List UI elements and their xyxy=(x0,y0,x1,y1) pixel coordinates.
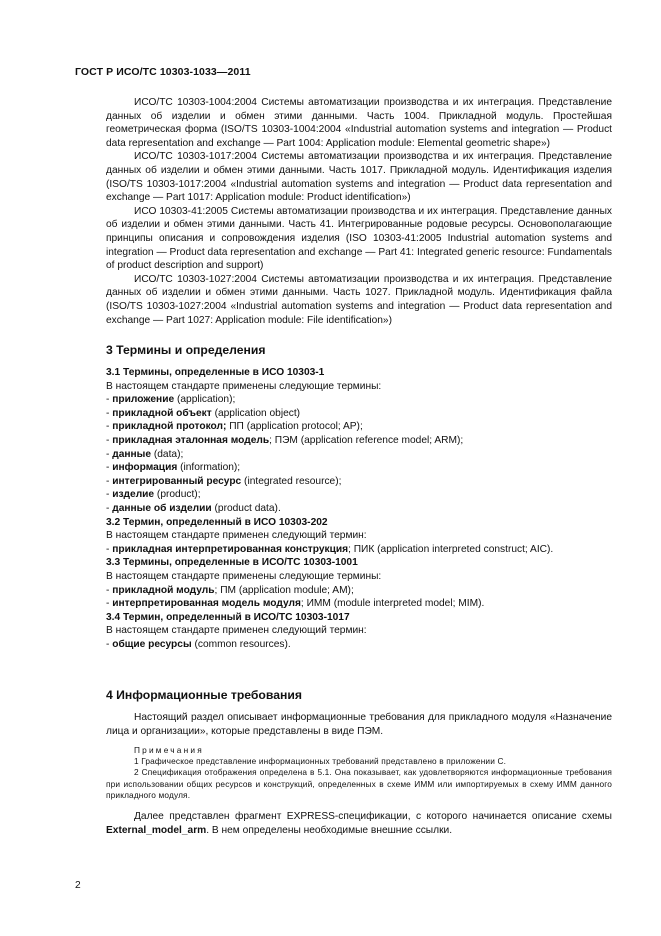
reference-1017: ИСО/ТС 10303-1017:2004 Системы автоматизации производства и их интеграция. Представление данных об изделии и обмен этими данными. Часть 1017. Прикладной модуль. Идентификация изделия (ISO/TS 10303-1017:2004 «Industrial automation systems and integration — Product data representation and exchange — Part 1017: Application module: Product identification») xyxy=(106,151,612,204)
term-item: - данные об изделии (product data). xyxy=(106,502,281,514)
term-rest: (product); xyxy=(154,489,201,501)
section-4-intro xyxy=(106,711,612,738)
notes-title: Примечания xyxy=(134,745,204,755)
term-name: прикладная эталонная модель xyxy=(112,434,270,446)
note-2: 2 Спецификация отображения определена в 5.1. Она показывает, как удовлетворяются информационные требования при использовании общих ресурсов и конструкций, определенных в схеме ИММ или импортируемых в схему ИММ данного прикладного модуля. xyxy=(106,767,612,800)
page-number: 2 xyxy=(75,880,81,891)
term-rest: (data); xyxy=(151,448,184,460)
term-item: - общие ресурсы (common resources). xyxy=(106,638,291,650)
subsection-3-2-intro: В настоящем стандарте применен следующий термин: xyxy=(106,530,367,542)
term-item: - интерпретированная модель модуля; ИММ (module interpreted model; MIM). xyxy=(106,598,485,610)
term-rest: (product data). xyxy=(211,502,281,514)
running-header: ГОСТ Р ИСО/ТС 10303-1033—2011 xyxy=(75,66,251,78)
term-item: - прикладной объект (application object) xyxy=(106,407,301,419)
term-rest: (integrated resource); xyxy=(241,475,342,487)
term-name: приложение xyxy=(112,394,175,406)
schema-name: External_model_arm xyxy=(106,824,207,836)
term-name: прикладной объект xyxy=(112,407,212,419)
term-rest: ; ПИК (application interpreted construct; AIC). xyxy=(348,543,554,555)
term-name: общие ресурсы xyxy=(112,638,192,650)
term-item: - данные (data); xyxy=(106,448,184,460)
term-name: интерпретированная модель модуля xyxy=(112,598,301,610)
term-item: - информация (information); xyxy=(106,462,241,474)
reference-1027: ИСО/ТС 10303-1027:2004 Системы автоматизации производства и их интеграция. Представление данных об изделии и обмен этими данными. Часть 1027. Прикладной модуль. Идентификация файла (ISO/TS 10303-1027:2004 «Industrial automation systems and integration — Product data representation and exchange — Part 1027: Application module: File identification») xyxy=(106,273,612,326)
section-4-paragraph-1: Настоящий раздел описывает информационные требования для прикладного модуля «Назначение лица и организации», которые представлены в виде ПЭМ. xyxy=(106,712,612,737)
term-rest: (application object) xyxy=(211,407,301,419)
term-rest: (application); xyxy=(174,394,236,406)
subsection-3-1-heading: 3.1 Термины, определенные в ИСО 10303-1 xyxy=(106,367,325,378)
section-4-paragraph-2 xyxy=(106,810,612,837)
term-name: интегрированный ресурс xyxy=(112,475,242,487)
note-1: 1 Графическое представление информационных требований представлено в приложении C. xyxy=(134,756,507,767)
term-rest: ; ПЭМ (application reference model; ARM); xyxy=(269,434,464,446)
subsection-3-4-intro: В настоящем стандарте применен следующий термин: xyxy=(106,625,367,637)
term-name: данные xyxy=(112,448,152,460)
term-rest: ; ИММ (module interpreted model; MIM). xyxy=(300,598,485,610)
term-name: данные об изделии xyxy=(112,502,212,514)
subsection-3-4-heading: 3.4 Термин, определенный в ИСО/ТС 10303-1017 xyxy=(106,611,350,623)
term-item: - изделие (product); xyxy=(106,489,201,501)
section-4-heading: 4 Информационные требования xyxy=(106,688,302,702)
reference-1004: ИСО/ТС 10303-1004:2004 Системы автоматизации производства и их интеграция. Представление данных об изделии и обмен этими данными. Часть 1004. Прикладной модуль. Простейшая геометрическая форма (ISO/TS 10303-1004:2004 «Industrial automation systems and integration — Product data representation and exchange — Part 1004: Application module: Elemental geometric shape») xyxy=(106,97,612,149)
term-item: - прикладной протокол; ПП (application protocol; AP); xyxy=(106,421,363,433)
term-rest: ПП (application protocol; AP); xyxy=(226,421,363,433)
term-item: - прикладной модуль; ПМ (application module; AM); xyxy=(106,584,354,596)
normative-references-block xyxy=(106,96,612,327)
notes-block xyxy=(106,745,612,801)
term-item: - приложение (application); xyxy=(106,394,236,406)
term-name: информация xyxy=(112,462,178,474)
paragraph-2-tail: . В нем определены необходимые внешние ссылки. xyxy=(206,824,453,836)
paragraph-2-lead: Далее представлен фрагмент EXPRESS-спецификации, с которого начинается описание схемы xyxy=(134,811,612,822)
term-name: прикладная интерпретированная конструкция xyxy=(112,543,349,555)
subsection-3-2-heading: 3.2 Термин, определенный в ИСО 10303-202 xyxy=(106,516,328,528)
term-name: изделие xyxy=(112,489,155,501)
term-name: прикладной протокол; xyxy=(112,421,227,433)
section-3-heading: 3 Термины и определения xyxy=(106,343,266,357)
term-name: прикладной модуль xyxy=(112,584,215,596)
subsection-3-3-heading: 3.3 Термины, определенные в ИСО/ТС 10303-1001 xyxy=(106,557,358,569)
term-rest: (common resources). xyxy=(191,638,291,650)
section-3-body xyxy=(106,366,612,651)
term-item: - интегрированный ресурс (integrated resource); xyxy=(106,475,342,487)
term-rest: (information); xyxy=(177,462,241,474)
subsection-3-1-intro: В настоящем стандарте применены следующие термины: xyxy=(106,380,382,392)
subsection-3-3-intro: В настоящем стандарте применены следующие термины: xyxy=(106,570,382,582)
reference-41: ИСО 10303-41:2005 Системы автоматизации производства и их интеграция. Представление данных об изделии и обмен этими данными. Часть 41. Интегрированные родовые ресурсы. Основополагающие принципы описания и сопровождения изделия (ISO 10303-41:2005 Industrial automation systems and integration — Product data representation and exchange — Part 41: Integrated generic resource: Fundamentals of product description and support) xyxy=(106,205,612,272)
section-4-paragraph-2-block xyxy=(106,810,612,837)
term-item: - прикладная интерпретированная конструкция; ПИК (application interpreted construct; AIC). xyxy=(106,543,554,555)
term-item: - прикладная эталонная модель; ПЭМ (application reference model; ARM); xyxy=(106,434,464,446)
term-rest: ; ПМ (application module; AM); xyxy=(214,584,354,596)
